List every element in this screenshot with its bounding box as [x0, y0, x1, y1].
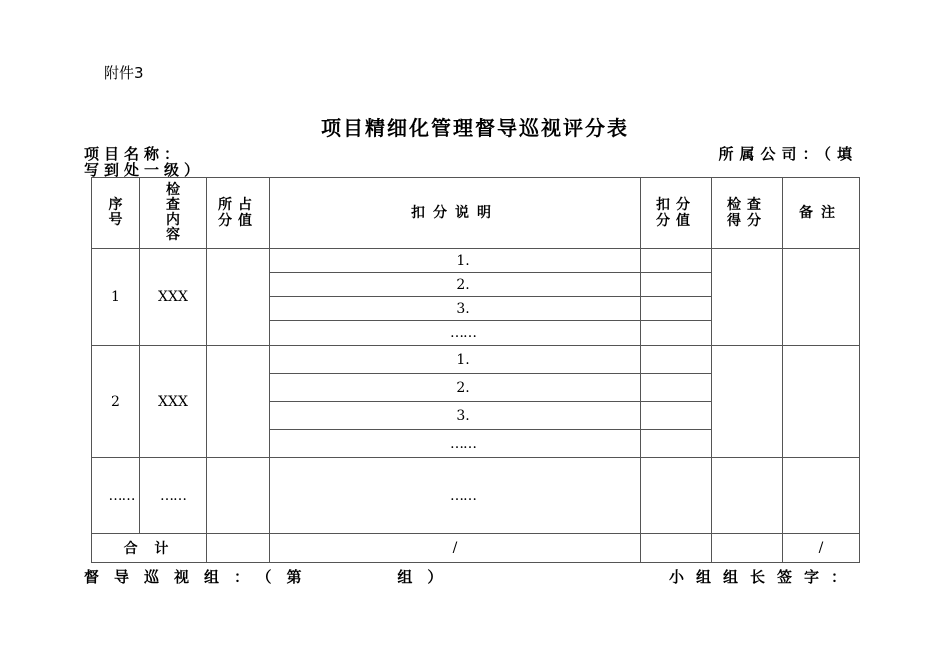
- cell-deduct-item: 2.: [270, 273, 641, 297]
- cell-deduct-item: 2.: [270, 374, 641, 402]
- cell-remark: [783, 249, 860, 346]
- cell-deduct-points: [641, 273, 712, 297]
- cell-deduct-item: ……: [270, 458, 641, 534]
- cell-deduct-points: [641, 458, 712, 534]
- score-table: [91, 177, 860, 563]
- cell-seq: 2: [92, 346, 140, 458]
- table-row: [92, 346, 860, 374]
- header-seq: 序号: [92, 178, 140, 249]
- cell-points: [207, 346, 270, 458]
- header-remark: 备注: [783, 178, 860, 249]
- header-row: [92, 178, 860, 249]
- header-deduct-desc: 扣分说明: [270, 178, 641, 249]
- header-deduct-points: 扣分 分值: [641, 178, 712, 249]
- cell-seq: ……: [92, 458, 140, 534]
- total-label: 合 计: [92, 534, 207, 563]
- cell-deduct-item: 1.: [270, 346, 641, 374]
- cell-deduct-points: [641, 402, 712, 430]
- cell-deduct-points: [641, 430, 712, 458]
- cell-deduct-item: ……: [270, 430, 641, 458]
- header-content: 检查内容: [140, 178, 207, 249]
- cell-deduct-points: [641, 249, 712, 273]
- total-desc: /: [270, 534, 641, 563]
- cell-remark: [783, 346, 860, 458]
- cell-score: [712, 346, 783, 458]
- project-name-label: 项目名称：: [84, 145, 185, 163]
- cell-remark: [783, 458, 860, 534]
- cell-deduct-item: ……: [270, 321, 641, 346]
- company-label: 所属公司：（填: [718, 145, 858, 163]
- cell-deduct-item: 3.: [270, 402, 641, 430]
- cell-deduct-points: [641, 297, 712, 321]
- total-remark: /: [783, 534, 860, 563]
- header-points: 所占 分值: [207, 178, 270, 249]
- total-row: [92, 534, 860, 563]
- cell-deduct-points: [641, 321, 712, 346]
- cell-deduct-item: 1.: [270, 249, 641, 273]
- inspection-group-label: 督导巡视组：（第 组）: [84, 568, 458, 586]
- table-row: [92, 458, 860, 534]
- cell-points: [207, 249, 270, 346]
- cell-deduct-item: 3.: [270, 297, 641, 321]
- cell-seq: 1: [92, 249, 140, 346]
- header-score: 检查 得分: [712, 178, 783, 249]
- cell-deduct-points: [641, 346, 712, 374]
- cell-content: XXX: [140, 249, 207, 346]
- total-deduct-points: [641, 534, 712, 563]
- company-label-continued: 写到处一级）: [84, 161, 205, 179]
- cell-score: [712, 249, 783, 346]
- cell-points: [207, 458, 270, 534]
- total-score: [712, 534, 783, 563]
- total-points: [207, 534, 270, 563]
- cell-content: ……: [140, 458, 207, 534]
- cell-score: [712, 458, 783, 534]
- cell-deduct-points: [641, 374, 712, 402]
- attachment-label: 附件3: [104, 64, 144, 82]
- cell-content: XXX: [140, 346, 207, 458]
- table-row: [92, 249, 860, 273]
- page-title: 项目精细化管理督导巡视评分表: [321, 116, 629, 140]
- leader-signature-label: 小组组长签字：: [668, 568, 858, 586]
